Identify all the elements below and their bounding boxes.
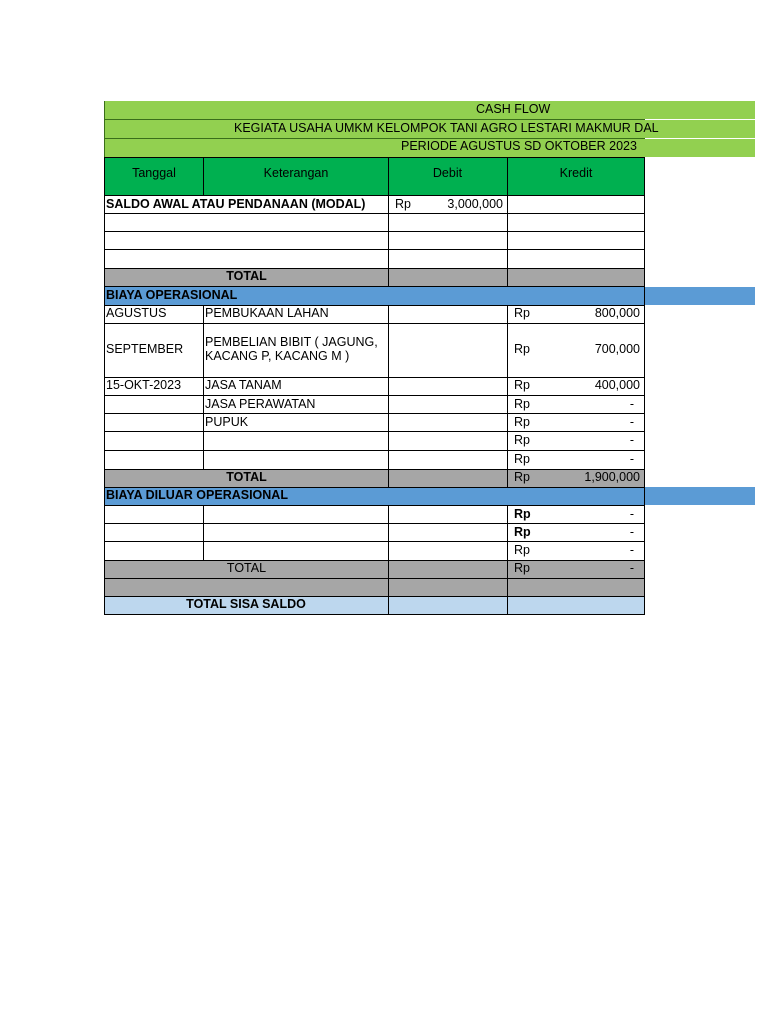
op-row-6-currency: Rp bbox=[514, 433, 530, 447]
op-row-1-currency: Rp bbox=[514, 306, 530, 320]
col-debit: Debit bbox=[432, 166, 463, 180]
op-row-6-kredit: - bbox=[629, 433, 634, 447]
saldo-awal-label: SALDO AWAL ATAU PENDANAAN (MODAL) bbox=[106, 197, 366, 211]
op-row-1-tanggal: AGUSTUS bbox=[106, 306, 167, 320]
period: PERIODE AGUSTUS SD OKTOBER 2023 bbox=[401, 139, 637, 153]
total-operasional-kredit: 1,900,000 bbox=[584, 470, 640, 484]
biaya-operasional-title: BIAYA OPERASIONAL bbox=[106, 288, 238, 302]
op-row-5-kredit: - bbox=[629, 415, 634, 429]
diluar-row-2-kredit: - bbox=[629, 525, 634, 539]
total-operasional-currency: Rp bbox=[514, 470, 530, 484]
op-row-3-keterangan: JASA TANAM bbox=[205, 378, 282, 392]
op-row-2-currency: Rp bbox=[514, 342, 530, 356]
col-keterangan: Keterangan bbox=[263, 166, 329, 180]
total-diluar-kredit: - bbox=[629, 561, 634, 575]
op-row-3-tanggal: 15-OKT-2023 bbox=[106, 378, 182, 392]
title-band bbox=[104, 101, 755, 119]
op-row-5-currency: Rp bbox=[514, 415, 530, 429]
op-row-2-keterangan-line2: KACANG P, KACANG M ) bbox=[205, 349, 350, 363]
col-tanggal: Tanggal bbox=[132, 166, 176, 180]
saldo-awal-debit: 3,000,000 bbox=[447, 197, 503, 211]
op-row-1-keterangan: PEMBUKAAN LAHAN bbox=[205, 306, 329, 320]
diluar-row-3-kredit: - bbox=[629, 543, 634, 557]
col-kredit: Kredit bbox=[559, 166, 593, 180]
total-modal-label: TOTAL bbox=[226, 269, 267, 283]
subtitle: KEGIATA USAHA UMKM KELOMPOK TANI AGRO LESTARI MAKMUR DAL bbox=[234, 121, 659, 135]
op-row-2-kredit: 700,000 bbox=[594, 342, 640, 356]
title: CASH FLOW bbox=[476, 102, 551, 116]
biaya-diluar-title: BIAYA DILUAR OPERASIONAL bbox=[106, 488, 288, 502]
diluar-row-1-kredit: - bbox=[629, 507, 634, 521]
total-diluar-label: TOTAL bbox=[226, 561, 267, 575]
diluar-row-2-currency: Rp bbox=[514, 525, 531, 539]
op-row-1-kredit: 800,000 bbox=[594, 306, 640, 320]
diluar-row-3-currency: Rp bbox=[514, 543, 530, 557]
op-row-7-kredit: - bbox=[629, 452, 634, 466]
op-row-2-keterangan: PEMBELIAN BIBIT ( JAGUNG, bbox=[205, 335, 378, 349]
op-row-3-currency: Rp bbox=[514, 378, 530, 392]
op-row-5-keterangan: PUPUK bbox=[205, 415, 249, 429]
op-row-4-keterangan: JASA PERAWATAN bbox=[205, 397, 316, 411]
total-sisa-saldo-label: TOTAL SISA SALDO bbox=[186, 597, 306, 611]
op-row-7-currency: Rp bbox=[514, 452, 530, 466]
saldo-awal-currency: Rp bbox=[395, 197, 411, 211]
subtitle-band bbox=[104, 120, 755, 138]
op-row-4-currency: Rp bbox=[514, 397, 530, 411]
diluar-row-1-currency: Rp bbox=[514, 507, 531, 521]
total-diluar-currency: Rp bbox=[514, 561, 530, 575]
op-row-4-kredit: - bbox=[629, 397, 634, 411]
op-row-2-tanggal: SEPTEMBER bbox=[106, 342, 184, 356]
period-band bbox=[104, 139, 755, 157]
op-row-3-kredit: 400,000 bbox=[594, 378, 640, 392]
total-operasional-label: TOTAL bbox=[226, 470, 267, 484]
